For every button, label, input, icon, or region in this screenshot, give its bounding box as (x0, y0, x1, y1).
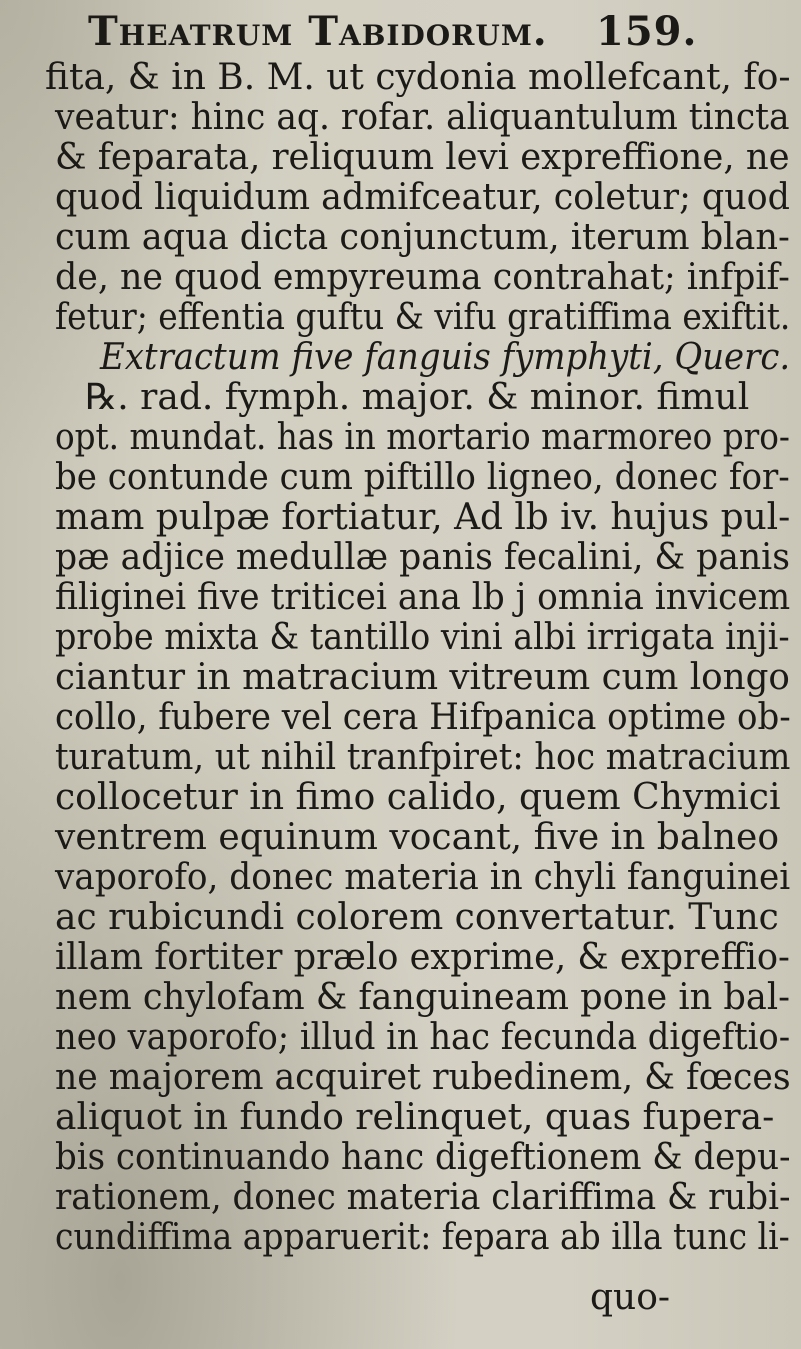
text-line: ciantur in matracium vitreum cum longo (55, 657, 790, 698)
text-line: collocetur in fimo calido, quem Chymici (55, 777, 781, 818)
text-line: fetur; effentia guftu & vifu gratiffima exiftit. (55, 297, 791, 338)
text-line: opt. mundat. has in mortario marmoreo pro- (55, 417, 790, 458)
text-line: rationem, donec materia clariffima & rubi- (55, 1177, 791, 1218)
text-line: illam fortiter prælo exprime, & expreffio- (55, 937, 790, 978)
running-title: Theatrum Tabidorum. (88, 8, 548, 55)
text-line: turatum, ut nihil tranfpiret: hoc matracium (55, 737, 791, 778)
text-line: pæ adjice medullæ panis fecalini, & panis (55, 537, 790, 578)
text-line: cum aqua dicta conjunctum, iterum blan- (55, 217, 790, 258)
text-line: nem chylofam & fanguineam pone in bal- (55, 977, 790, 1018)
text-line: be contunde cum piftillo ligneo, donec for- (55, 457, 790, 498)
text-line: fita, & in B. M. ut cydonia mollefcant, fo- (45, 57, 791, 98)
text-line: ℞. rad. fymph. major. & minor. fimul (85, 377, 750, 418)
text-line: ventrem equinum vocant, five in balneo (55, 817, 779, 858)
text-line: cundiffima apparuerit: fepara ab illa tunc li- (55, 1217, 790, 1258)
text-line: mam pulpæ fortiatur, Ad lb iv. hujus pul- (55, 497, 791, 538)
text-line: neo vaporofo; illud in hac fecunda digeftio- (55, 1017, 791, 1058)
text-line: de, ne quod empyreuma contrahat; infpif- (55, 257, 790, 298)
page-number: 159. (596, 8, 698, 55)
text-line: collo, fubere vel cera Hifpanica optime ob- (55, 697, 791, 738)
text-line: ac rubicundi colorem convertatur. Tunc (55, 897, 779, 938)
text-line: bis continuando hanc digeftionem & depu- (55, 1137, 791, 1178)
text-line: & feparata, reliquum levi expreffione, ne (55, 137, 790, 178)
text-line: aliquot in fundo relinquet, quas fupera- (55, 1097, 775, 1138)
text-line: filiginei five triticei ana lb j omnia invicem (55, 577, 791, 618)
recipe-heading: Extractum five fanguis fymphyti, Querc. (100, 337, 791, 378)
text-line: quod liquidum admifceatur, coletur; quod (55, 177, 790, 218)
text-line: probe mixta & tantillo vini albi irrigata inji- (55, 617, 790, 658)
text-line: veatur: hinc aq. rofar. aliquantulum tincta (55, 97, 790, 138)
text-line: vaporofo, donec materia in chyli fanguinei (55, 857, 791, 898)
text-line: ne majorem acquiret rubedinem, & fœces (55, 1057, 791, 1098)
catchword: quo- (590, 1277, 671, 1318)
